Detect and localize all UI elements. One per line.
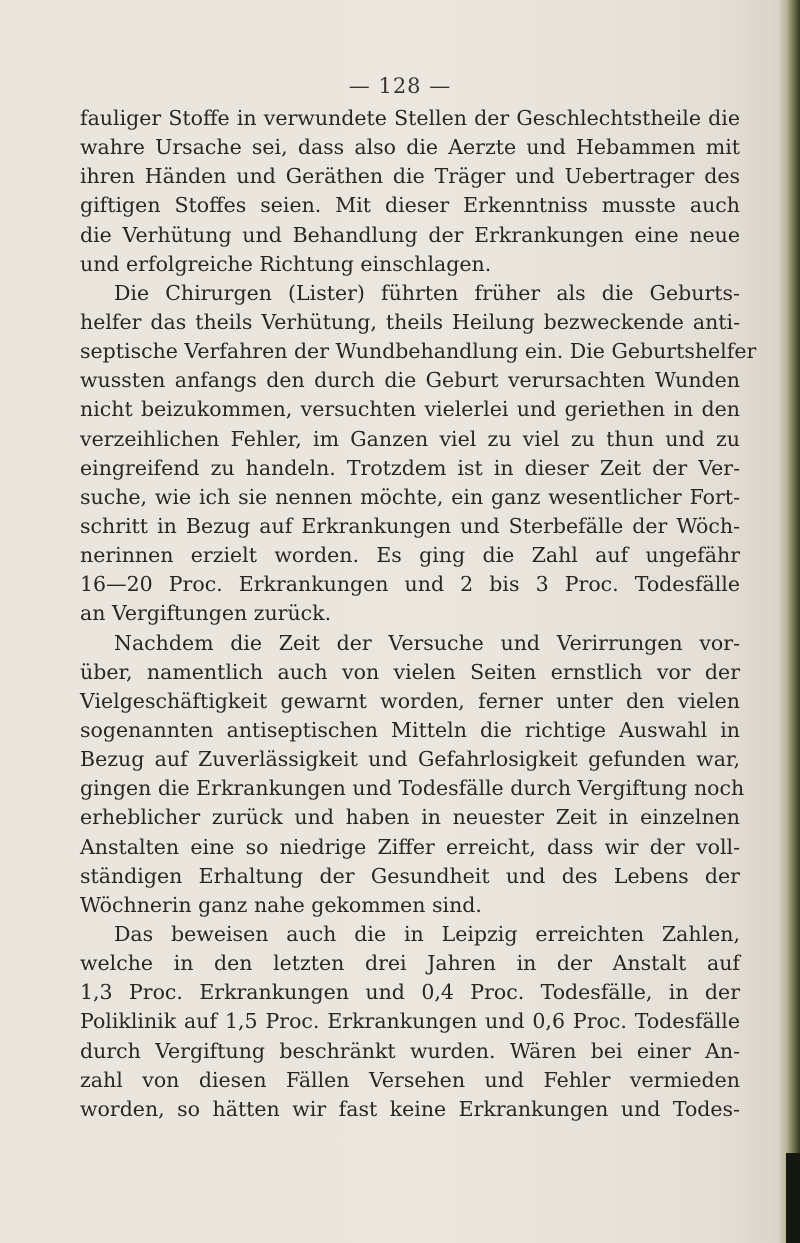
text-line: verzeihlichen Fehler, im Ganzen viel zu viel zu thun und zu	[80, 426, 740, 451]
text-line: 1,3 Proc. Erkrankungen und 0,4 Proc. Todesfälle, in der	[80, 980, 740, 1005]
text-line: nicht beizukommen, versuchten vielerlei und geriethen in den	[80, 397, 740, 422]
page-corner-shadow	[786, 1153, 800, 1243]
body-text	[80, 104, 757, 1124]
text-line: helfer das theils Verhütung, theils Heilung bezweckende anti-	[80, 309, 740, 334]
text-line: eingreifend zu handeln. Trotzdem ist in dieser Zeit der Ver-	[80, 455, 740, 480]
paragraph-start: Nachdem die Zeit der Versuche und Verirrungen vor-	[114, 630, 740, 655]
text-line: septische Verfahren der Wundbehandlung ein. Die Geburtshelfer	[80, 339, 757, 364]
text-line: schritt in Bezug auf Erkrankungen und Sterbefälle der Wöch-	[80, 513, 740, 538]
text-line: Bezug auf Zuverlässigkeit und Gefahrlosigkeit gefunden war,	[80, 747, 740, 772]
text-line: die Verhütung und Behandlung der Erkrankungen eine neue	[80, 222, 740, 247]
text-line: und erfolgreiche Richtung einschlagen.	[80, 251, 492, 276]
paragraph-start: Das beweisen auch die in Leipzig erreichten Zahlen,	[114, 921, 740, 946]
text-line: über, namentlich auch von vielen Seiten ernstlich vor der	[80, 659, 740, 684]
text-line: sogenannten antiseptischen Mitteln die richtige Auswahl in	[80, 717, 740, 742]
text-line: an Vergiftungen zurück.	[80, 601, 332, 626]
text-line: erheblicher zurück und haben in neuester Zeit in einzelnen	[80, 805, 740, 830]
page-edge-shadow	[778, 0, 800, 1243]
text-line: 16—20 Proc. Erkrankungen und 2 bis 3 Proc. Todesfälle	[80, 572, 740, 597]
text-line: zahl von diesen Fällen Versehen und Fehler vermieden	[80, 1067, 740, 1092]
text-line: welche in den letzten drei Jahren in der Anstalt auf	[80, 951, 740, 976]
text-line: durch Vergiftung beschränkt wurden. Wären bei einer An-	[80, 1038, 740, 1063]
page-number: — 128 —	[348, 74, 452, 98]
text-line: worden, so hätten wir fast keine Erkrankungen und Todes-	[80, 1096, 740, 1121]
text-line: giftigen Stoffes seien. Mit dieser Erkenntniss musste auch	[80, 193, 740, 218]
text-line: fauliger Stoffe in verwundete Stellen der Geschlechtstheile die	[80, 106, 740, 130]
text-line: suche, wie ich sie nennen möchte, ein ganz wesentlicher Fort-	[80, 484, 740, 509]
text-line: Anstalten eine so niedrige Ziffer erreicht, dass wir der voll-	[80, 834, 740, 859]
text-line: wahre Ursache sei, dass also die Aerzte und Hebammen mit	[80, 135, 740, 160]
paragraph-start: Die Chirurgen (Lister) führten früher als die Geburts-	[114, 280, 740, 305]
text-line: Wöchnerin ganz nahe gekommen sind.	[80, 892, 482, 917]
text-line: wussten anfangs den durch die Geburt verursachten Wunden	[80, 368, 740, 393]
text-line: ständigen Erhaltung der Gesundheit und des Lebens der	[80, 863, 740, 888]
text-line: ihren Händen und Geräthen die Träger und Uebertrager des	[80, 164, 740, 189]
text-line: gingen die Erkrankungen und Todesfälle durch Vergiftung noch	[80, 776, 745, 801]
text-line: Vielgeschäftigkeit gewarnt worden, ferner unter den vielen	[80, 688, 740, 713]
text-line: nerinnen erzielt worden. Es ging die Zahl auf ungefähr	[80, 543, 740, 568]
text-line: Poliklinik auf 1,5 Proc. Erkrankungen und 0,6 Proc. Todesfälle	[80, 1009, 740, 1034]
